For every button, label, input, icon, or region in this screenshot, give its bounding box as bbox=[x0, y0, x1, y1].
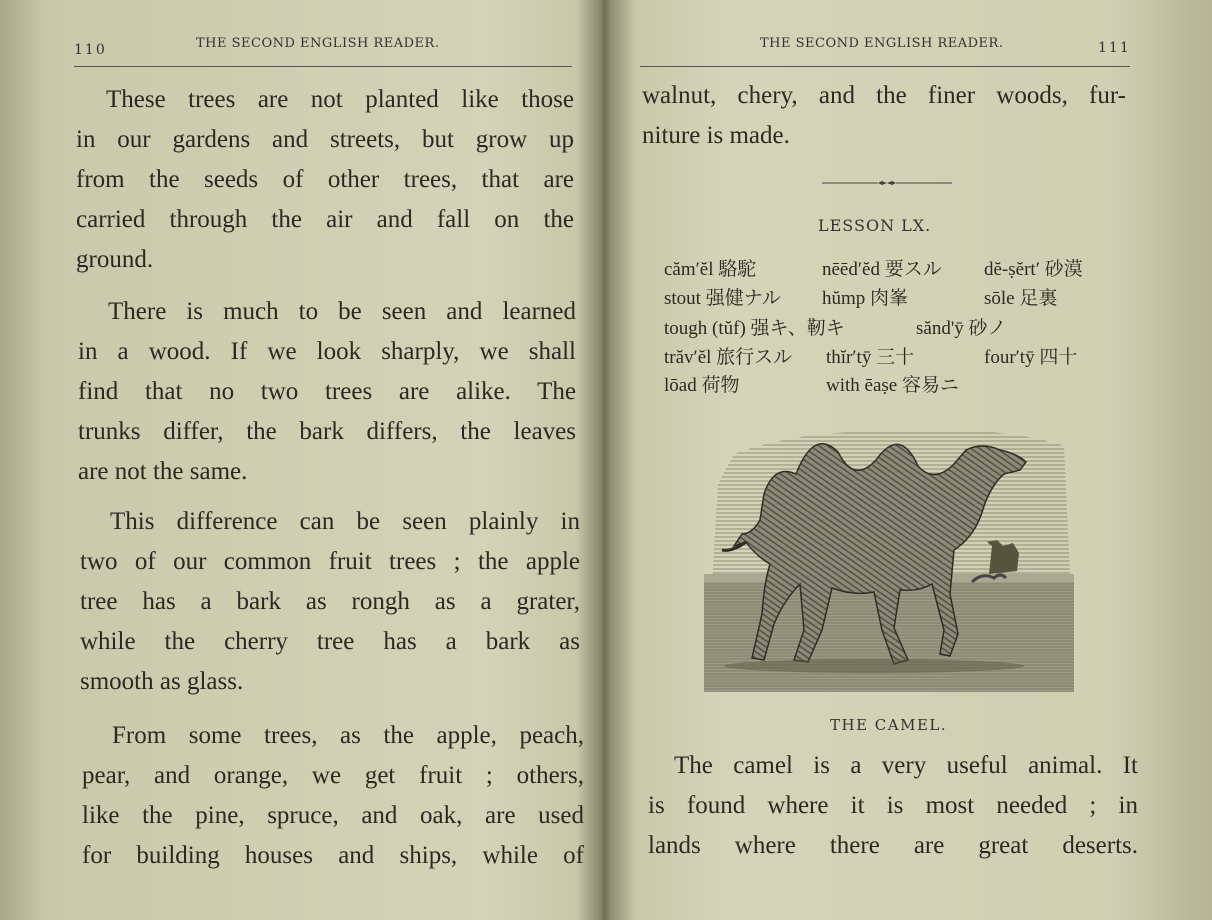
vocab-word: tough (tŭf) 强キ、靭キ bbox=[664, 318, 845, 339]
vocab-word: hŭmp 肉峯 bbox=[822, 288, 909, 309]
text-line: This difference can be seen plainly in bbox=[110, 508, 580, 535]
text-line: carried through the air and fall on the bbox=[76, 206, 574, 233]
paragraph bbox=[648, 746, 1138, 866]
lesson-title: LESSON LX. bbox=[818, 216, 932, 235]
paragraph bbox=[642, 76, 1126, 156]
text-line: ground. bbox=[76, 246, 154, 273]
page-number: 110 bbox=[74, 42, 107, 58]
text-line: There is much to be seen and learned bbox=[108, 298, 576, 325]
text-line: two of our common fruit trees ; the apple bbox=[80, 548, 580, 575]
text-line: walnut, chery, and the finer woods, fur- bbox=[642, 82, 1126, 109]
running-head: THE SECOND ENGLISH READER. bbox=[196, 36, 440, 51]
text-line: These trees are not planted like those bbox=[106, 86, 574, 113]
text-line: smooth as glass. bbox=[80, 668, 244, 695]
vocab-word: sōle 足裏 bbox=[984, 288, 1058, 309]
text-line: trunks differ, the bark differs, the leaves bbox=[78, 418, 576, 445]
camel-illustration bbox=[704, 424, 1074, 692]
text-line: find that no two trees are alike. The bbox=[78, 378, 576, 405]
text-line: like the pine, spruce, and oak, are used bbox=[82, 802, 584, 829]
left-page bbox=[0, 0, 600, 920]
paragraph bbox=[82, 716, 584, 876]
paragraph bbox=[76, 80, 574, 280]
text-line: pear, and orange, we get fruit ; others, bbox=[82, 762, 584, 789]
vocab-word: trăvʹĕl 旅行スル bbox=[664, 347, 793, 368]
text-line: are not the same. bbox=[78, 458, 248, 485]
paragraph bbox=[80, 502, 580, 702]
text-line: From some trees, as the apple, peach, bbox=[112, 722, 584, 749]
text-line: in a wood. If we look sharply, we shall bbox=[78, 338, 576, 365]
text-line: niture is made. bbox=[642, 122, 790, 149]
vocab-word: lōad 荷物 bbox=[664, 375, 740, 396]
header-rule bbox=[640, 66, 1130, 67]
text-line: is found where it is most needed ; in bbox=[648, 792, 1138, 819]
vocab-word: sănd'ȳ 砂ノ bbox=[916, 318, 1007, 339]
paragraph bbox=[78, 292, 576, 492]
illustration-caption: THE CAMEL. bbox=[830, 716, 948, 734]
page-number: 111 bbox=[1098, 40, 1131, 56]
vocab-word: dĕ-ṣĕrtʹ 砂漠 bbox=[984, 259, 1083, 280]
ornament-divider bbox=[822, 178, 952, 188]
text-line: while the cherry tree has a bark as bbox=[80, 628, 580, 655]
vocab-word: nēēdʹĕd 要スル bbox=[822, 259, 942, 280]
vocab-word: with ēaṣe 容易ニ bbox=[826, 375, 959, 396]
text-line: from the seeds of other trees, that are bbox=[76, 166, 574, 193]
vocab-word: cămʹĕl 駱駝 bbox=[664, 259, 757, 280]
text-line: in our gardens and streets, but grow up bbox=[76, 126, 574, 153]
text-line: for building houses and ships, while of bbox=[82, 842, 584, 869]
vocab-word: fourʹtȳ 四十 bbox=[984, 347, 1078, 368]
text-line: tree has a bark as rongh as a grater, bbox=[80, 588, 580, 615]
text-line: lands where there are great deserts. bbox=[648, 832, 1138, 859]
running-head: THE SECOND ENGLISH READER. bbox=[760, 36, 1004, 51]
right-page bbox=[612, 0, 1212, 920]
header-rule bbox=[74, 66, 572, 67]
vocab-word: thĭrʹtȳ 三十 bbox=[826, 347, 915, 368]
vocab-word: stout 强健ナル bbox=[664, 288, 781, 309]
text-line: The camel is a very useful animal. It bbox=[674, 752, 1138, 779]
